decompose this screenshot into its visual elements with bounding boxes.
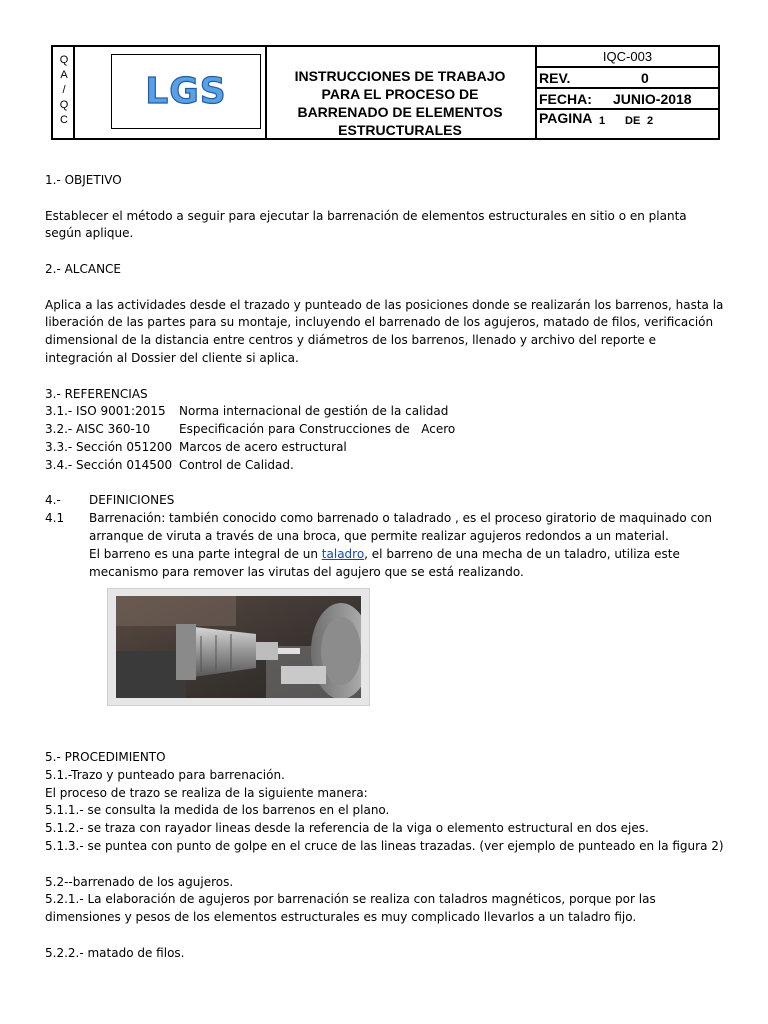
drilling-photo bbox=[107, 588, 370, 706]
document-meta bbox=[537, 47, 718, 138]
pagina-de: DE bbox=[625, 115, 641, 127]
title-line: PARA EL PROCESO DE bbox=[321, 86, 479, 102]
reference-item: 3.4.- Sección 014500 Control de Calidad. bbox=[45, 457, 294, 472]
barrenado-text: 5.2.1.- La elaboración de agujeros por barrenación se realiza con taladros magnéticos, porque por las dimensiones y pesos de los elementos estructurales es muy complicado llevarlos a un taladro fijo. bbox=[45, 892, 656, 925]
qaqc-letter: C bbox=[60, 114, 68, 126]
trazo-heading: 5.1.-Trazo y punteado para barrenación. bbox=[45, 767, 285, 782]
barrenado-heading: 5.2--barrenado de los agujeros. bbox=[45, 874, 234, 889]
taladro-link[interactable]: taladro bbox=[321, 546, 365, 561]
rev-label: REV. bbox=[539, 70, 571, 86]
procedimiento-heading: 5.- PROCEDIMIENTO bbox=[45, 750, 166, 764]
document-title bbox=[267, 67, 533, 139]
pagina-label: PAGINA bbox=[539, 110, 593, 126]
qaqc-letter: Q bbox=[59, 54, 69, 66]
definition-item: 4.1 Barrenación: también conocido como barrenado o taladrado , es el proceso giratorio de maquinado con arranque de viruta a través de una broca, que permite realizar agujeros redondos a un material. bbox=[45, 511, 713, 543]
matado-text: 5.2.2.- matado de filos. bbox=[45, 945, 185, 960]
reference-item: 3.2.- AISC 360-10 Especificación para Construcciones de Acero bbox=[45, 422, 456, 437]
reference-item: 3.1.- ISO 9001:2015 Norma internacional de gestión de la calidad bbox=[45, 404, 449, 419]
qaqc-label bbox=[57, 53, 71, 128]
trazo-step: 5.1.2.- se traza con rayador lineas desde la referencia de la viga o elemento estructural en dos ejes. bbox=[45, 821, 649, 836]
pagina-num: 1 bbox=[599, 115, 606, 127]
rev-value: 0 bbox=[641, 70, 649, 86]
qaqc-letter: A bbox=[60, 69, 68, 81]
title-line: BARRENADO DE ELEMENTOS bbox=[297, 104, 503, 120]
title-line: INSTRUCCIONES DE TRABAJO bbox=[294, 68, 506, 84]
trazo-intro: El proceso de trazo se realiza de la siguiente manera: bbox=[45, 785, 368, 800]
procedure-section bbox=[45, 749, 725, 963]
pagina-total: 2 bbox=[647, 115, 654, 127]
title-line: ESTRUCTURALES bbox=[338, 122, 462, 138]
doc-code: IQC-003 bbox=[537, 47, 718, 68]
trazo-step: 5.1.1.- se consulta la medida de los barrenos en el plano. bbox=[45, 803, 390, 818]
fecha-label: FECHA: bbox=[539, 91, 592, 107]
alcance-text: Aplica a las actividades desde el trazado y punteado de las posiciones donde se realizarán los barrenos, hasta la liberación de las partes para su montaje, incluyendo el barrenado de los agujeros, matado de filos, verificación dimensional de la distancia entre centros y diámetros de los barrenos, llenado y archivo del reporte e integración al Dossier del cliente si aplica. bbox=[45, 297, 724, 365]
logo-text: LGS bbox=[145, 70, 227, 112]
header-divider bbox=[73, 47, 75, 138]
fecha-value: JUNIO-2018 bbox=[613, 91, 692, 107]
revision-row bbox=[537, 68, 718, 89]
referencias-heading: 3.- REFERENCIAS bbox=[45, 386, 148, 401]
trazo-step: 5.1.3.- se puntea con punto de golpe en el cruce de las lineas trazadas. (ver ejemplo de punteado en la figura 2) bbox=[45, 838, 724, 853]
document-header bbox=[51, 45, 720, 140]
company-logo bbox=[111, 54, 261, 129]
qaqc-letter: Q bbox=[59, 99, 69, 111]
alcance-heading: 2.- ALCANCE bbox=[45, 261, 122, 276]
page-row bbox=[537, 110, 718, 132]
drill-image bbox=[116, 596, 361, 698]
objetivo-text: Establecer el método a seguir para ejecutar la barrenación de elementos estructurales en sitio o en planta según aplique. bbox=[45, 208, 687, 241]
reference-item: 3.3.- Sección 051200 Marcos de acero estructural bbox=[45, 439, 347, 454]
definiciones-heading: 4.- DEFINICIONES bbox=[45, 493, 175, 508]
document-body bbox=[45, 172, 725, 581]
definition-continuation: El barreno es una parte integral de un taladro, el barreno de una mecha de un taladro, utiliza este mecanismo para remover las virutas del agujero que se está realizando. bbox=[89, 546, 680, 579]
qaqc-letter: / bbox=[62, 84, 66, 96]
objetivo-heading: 1.- OBJETIVO bbox=[45, 173, 122, 187]
